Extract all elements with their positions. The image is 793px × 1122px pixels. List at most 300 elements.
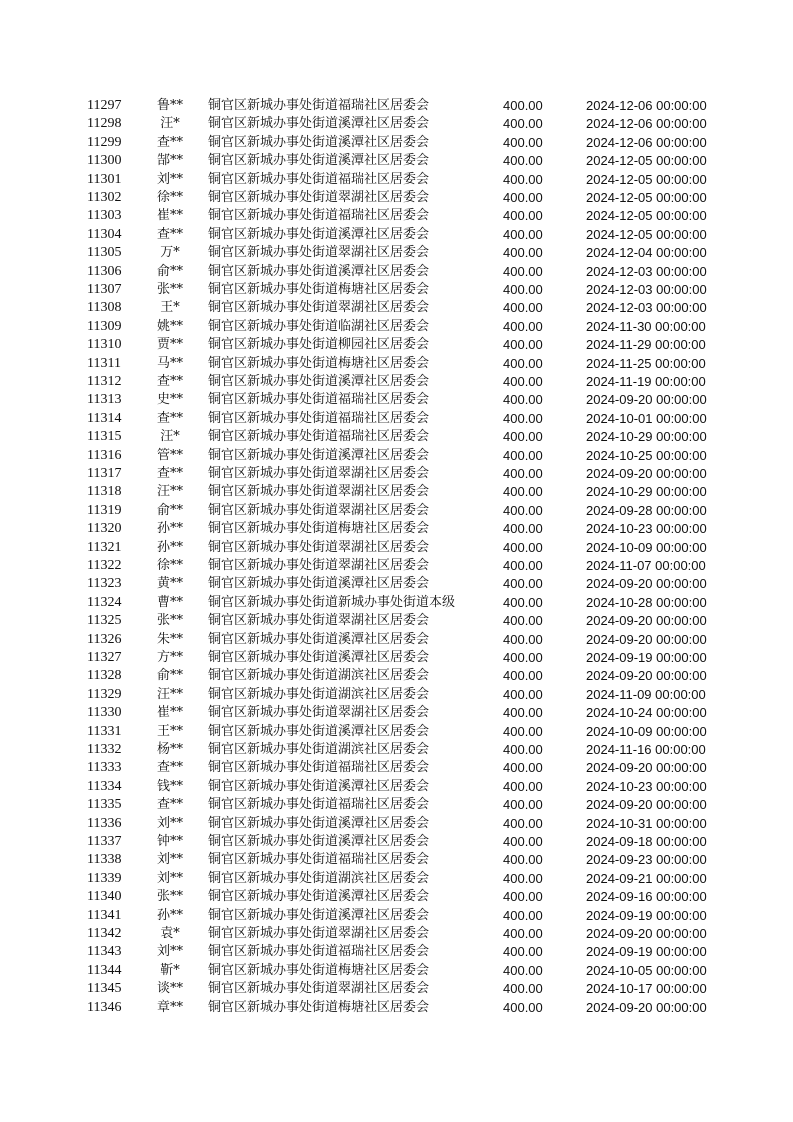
table-row — [0, 557, 793, 575]
table-row — [0, 299, 793, 317]
date-cell: 2024-09-21 00:00:00 — [586, 870, 707, 886]
record-id-cell: 11314 — [87, 410, 122, 426]
organization-cell: 铜官区新城办事处街道翠湖社区居委会 — [208, 466, 430, 481]
recipient-name-cell: 徐** — [156, 190, 183, 205]
date-cell: 2024-10-23 00:00:00 — [586, 778, 707, 794]
organization-cell: 铜官区新城办事处街道溪潭社区居委会 — [208, 815, 430, 831]
organization-cell: 铜官区新城办事处街道翠湖社区居委会 — [208, 558, 430, 573]
date-cell: 2024-12-06 00:00:00 — [586, 116, 707, 132]
recipient-name-cell: 钱** — [156, 778, 183, 794]
date-cell: 2024-09-16 00:00:00 — [586, 889, 707, 905]
amount-cell: 400.00 — [503, 318, 543, 334]
table-row — [0, 870, 793, 888]
amount-cell: 400.00 — [503, 723, 543, 739]
recipient-name-cell: 俞** — [156, 502, 183, 518]
recipient-name-cell: 史** — [156, 392, 183, 408]
recipient-name-cell: 王* — [160, 300, 180, 316]
table-row — [0, 483, 793, 501]
table-row — [0, 226, 793, 244]
date-cell: 2024-09-20 00:00:00 — [586, 392, 707, 408]
recipient-name-cell: 靳* — [160, 962, 180, 978]
table-row — [0, 631, 793, 649]
record-id-cell: 11346 — [87, 999, 122, 1015]
table-row — [0, 649, 793, 667]
date-cell: 2024-12-03 00:00:00 — [586, 263, 707, 279]
record-id-cell: 11326 — [87, 631, 122, 647]
organization-cell: 铜官区新城办事处街道溪潭社区居委会 — [208, 447, 430, 463]
date-cell: 2024-10-28 00:00:00 — [586, 594, 707, 610]
table-row — [0, 355, 793, 373]
table-row — [0, 171, 793, 189]
table-row — [0, 943, 793, 961]
recipient-name-cell: 崔** — [156, 208, 183, 224]
amount-cell: 400.00 — [503, 502, 543, 518]
organization-cell: 铜官区新城办事处街道福瑞社区居委会 — [208, 760, 430, 776]
recipient-name-cell: 万* — [160, 245, 180, 261]
table-row — [0, 373, 793, 391]
recipient-name-cell: 查** — [156, 134, 183, 150]
amount-cell: 400.00 — [503, 282, 543, 297]
organization-cell: 铜官区新城办事处街道临湖社区居委会 — [208, 318, 430, 334]
record-id-cell: 11325 — [87, 613, 122, 629]
recipient-name-cell: 孙** — [156, 539, 183, 555]
record-id-cell: 11303 — [87, 208, 122, 224]
amount-cell: 400.00 — [503, 668, 543, 684]
record-id-cell: 11327 — [87, 650, 122, 665]
organization-cell: 铜官区新城办事处街道湖滨社区居委会 — [208, 686, 430, 702]
recipient-name-cell: 查** — [156, 410, 183, 426]
amount-cell: 400.00 — [503, 815, 543, 831]
organization-cell: 铜官区新城办事处街道翠湖社区居委会 — [208, 300, 430, 316]
date-cell: 2024-09-20 00:00:00 — [586, 760, 707, 776]
organization-cell: 铜官区新城办事处街道翠湖社区居委会 — [208, 705, 430, 721]
amount-cell: 400.00 — [503, 429, 543, 445]
amount-cell: 400.00 — [503, 650, 543, 665]
organization-cell: 铜官区新城办事处街道溪潭社区居委会 — [208, 576, 430, 592]
date-cell: 2024-11-25 00:00:00 — [586, 355, 706, 371]
table-row — [0, 575, 793, 593]
recipient-name-cell: 孙** — [156, 521, 183, 537]
amount-cell: 400.00 — [503, 392, 543, 408]
amount-cell: 400.00 — [503, 631, 543, 647]
record-id-cell: 11328 — [87, 668, 122, 684]
organization-cell: 铜官区新城办事处街道溪潭社区居委会 — [208, 907, 430, 923]
record-id-cell: 11340 — [87, 889, 122, 905]
date-cell: 2024-09-19 00:00:00 — [586, 907, 707, 923]
date-cell: 2024-12-04 00:00:00 — [586, 245, 707, 261]
organization-cell: 铜官区新城办事处街道福瑞社区居委会 — [208, 171, 430, 187]
amount-cell: 400.00 — [503, 576, 543, 592]
recipient-name-cell: 杨** — [156, 742, 183, 757]
date-cell: 2024-11-09 00:00:00 — [586, 686, 706, 702]
table-row — [0, 410, 793, 428]
record-id-cell: 11309 — [87, 318, 122, 334]
table-row — [0, 815, 793, 833]
amount-cell: 400.00 — [503, 134, 543, 150]
date-cell: 2024-09-20 00:00:00 — [586, 797, 707, 813]
record-id-cell: 11321 — [87, 539, 122, 555]
organization-cell: 铜官区新城办事处街道福瑞社区居委会 — [208, 797, 430, 813]
record-id-cell: 11331 — [87, 723, 122, 739]
record-id-cell: 11336 — [87, 815, 122, 831]
amount-cell: 400.00 — [503, 962, 543, 978]
date-cell: 2024-12-05 00:00:00 — [586, 190, 707, 205]
table-row — [0, 115, 793, 133]
date-cell: 2024-10-23 00:00:00 — [586, 521, 707, 537]
amount-cell: 400.00 — [503, 300, 543, 316]
table-row — [0, 704, 793, 722]
record-id-cell: 11324 — [87, 594, 122, 610]
date-cell: 2024-12-06 00:00:00 — [586, 134, 707, 150]
table-row — [0, 980, 793, 998]
amount-cell: 400.00 — [503, 870, 543, 886]
recipient-name-cell: 姚** — [156, 318, 183, 334]
record-id-cell: 11306 — [87, 263, 122, 279]
date-cell: 2024-11-30 00:00:00 — [586, 318, 706, 334]
organization-cell: 铜官区新城办事处街道翠湖社区居委会 — [208, 926, 430, 941]
date-cell: 2024-09-20 00:00:00 — [586, 999, 707, 1015]
organization-cell: 铜官区新城办事处街道溪潭社区居委会 — [208, 134, 430, 150]
amount-cell: 400.00 — [503, 981, 543, 997]
amount-cell: 400.00 — [503, 889, 543, 905]
record-id-cell: 11322 — [87, 558, 122, 573]
recipient-name-cell: 章** — [156, 999, 183, 1015]
date-cell: 2024-10-24 00:00:00 — [586, 705, 707, 721]
recipient-name-cell: 黄** — [156, 576, 183, 592]
table-row — [0, 207, 793, 225]
organization-cell: 铜官区新城办事处街道福瑞社区居委会 — [208, 392, 430, 408]
date-cell: 2024-11-29 00:00:00 — [586, 337, 706, 353]
record-id-cell: 11312 — [87, 374, 122, 389]
table-row — [0, 723, 793, 741]
record-id-cell: 11342 — [87, 926, 122, 941]
record-id-cell: 11337 — [87, 834, 122, 849]
amount-cell: 400.00 — [503, 153, 543, 169]
record-id-cell: 11333 — [87, 760, 122, 776]
date-cell: 2024-12-03 00:00:00 — [586, 282, 707, 297]
amount-cell: 400.00 — [503, 484, 543, 500]
table-row — [0, 189, 793, 207]
table-row — [0, 796, 793, 814]
date-cell: 2024-10-25 00:00:00 — [586, 447, 707, 463]
organization-cell: 铜官区新城办事处街道柳园社区居委会 — [208, 337, 430, 353]
recipient-name-cell: 崔** — [156, 705, 183, 721]
table-row — [0, 686, 793, 704]
recipient-name-cell: 张** — [156, 889, 183, 905]
amount-cell: 400.00 — [503, 834, 543, 849]
date-cell: 2024-09-20 00:00:00 — [586, 576, 707, 592]
date-cell: 2024-09-20 00:00:00 — [586, 631, 707, 647]
table-row — [0, 465, 793, 483]
amount-cell: 400.00 — [503, 558, 543, 573]
date-cell: 2024-09-20 00:00:00 — [586, 466, 707, 481]
organization-cell: 铜官区新城办事处街道翠湖社区居委会 — [208, 484, 430, 500]
organization-cell: 铜官区新城办事处街道溪潭社区居委会 — [208, 650, 430, 665]
table-row — [0, 318, 793, 336]
recipient-name-cell: 朱** — [156, 631, 183, 647]
organization-cell: 铜官区新城办事处街道溪潭社区居委会 — [208, 116, 430, 132]
date-cell: 2024-09-19 00:00:00 — [586, 650, 707, 665]
record-id-cell: 11341 — [87, 907, 122, 923]
organization-cell: 铜官区新城办事处街道溪潭社区居委会 — [208, 631, 430, 647]
record-id-cell: 11308 — [87, 300, 122, 316]
date-cell: 2024-11-16 00:00:00 — [586, 742, 706, 757]
amount-cell: 400.00 — [503, 116, 543, 132]
organization-cell: 铜官区新城办事处街道翠湖社区居委会 — [208, 613, 430, 629]
record-id-cell: 11332 — [87, 742, 122, 757]
organization-cell: 铜官区新城办事处街道福瑞社区居委会 — [208, 410, 430, 426]
amount-cell: 400.00 — [503, 705, 543, 721]
organization-cell: 铜官区新城办事处街道溪潭社区居委会 — [208, 778, 430, 794]
organization-cell: 铜官区新城办事处街道福瑞社区居委会 — [208, 852, 430, 868]
date-cell: 2024-12-05 00:00:00 — [586, 226, 707, 242]
amount-cell: 400.00 — [503, 778, 543, 794]
amount-cell: 400.00 — [503, 190, 543, 205]
organization-cell: 铜官区新城办事处街道溪潭社区居委会 — [208, 263, 430, 279]
table-row — [0, 612, 793, 630]
date-cell: 2024-12-05 00:00:00 — [586, 208, 707, 224]
recipient-name-cell: 汪** — [156, 484, 183, 500]
record-id-cell: 11301 — [87, 171, 122, 187]
date-cell: 2024-11-07 00:00:00 — [586, 558, 706, 573]
recipient-name-cell: 刘** — [156, 852, 183, 868]
recipient-name-cell: 管** — [156, 447, 183, 463]
amount-cell: 400.00 — [503, 926, 543, 941]
amount-cell: 400.00 — [503, 355, 543, 371]
table-row — [0, 428, 793, 446]
recipient-name-cell: 刘** — [156, 944, 183, 960]
date-cell: 2024-10-31 00:00:00 — [586, 815, 707, 831]
date-cell: 2024-10-01 00:00:00 — [586, 410, 707, 426]
record-id-cell: 11299 — [87, 134, 122, 150]
recipient-name-cell: 查** — [156, 374, 183, 389]
table-row — [0, 281, 793, 299]
table-row — [0, 759, 793, 777]
recipient-name-cell: 郜** — [156, 153, 183, 169]
record-id-cell: 11334 — [87, 778, 122, 794]
record-id-cell: 11313 — [87, 392, 122, 408]
organization-cell: 铜官区新城办事处街道梅塘社区居委会 — [208, 521, 430, 537]
amount-cell: 400.00 — [503, 171, 543, 187]
table-row — [0, 244, 793, 262]
recipient-name-cell: 王** — [156, 723, 183, 739]
table-row — [0, 447, 793, 465]
table-row — [0, 97, 793, 115]
date-cell: 2024-12-05 00:00:00 — [586, 153, 707, 169]
organization-cell: 铜官区新城办事处街道翠湖社区居委会 — [208, 981, 430, 997]
date-cell: 2024-10-09 00:00:00 — [586, 539, 707, 555]
amount-cell: 400.00 — [503, 245, 543, 261]
organization-cell: 铜官区新城办事处街道梅塘社区居委会 — [208, 962, 430, 978]
date-cell: 2024-10-05 00:00:00 — [586, 962, 707, 978]
date-cell: 2024-09-19 00:00:00 — [586, 944, 707, 960]
record-id-cell: 11307 — [87, 282, 122, 297]
amount-cell: 400.00 — [503, 852, 543, 868]
record-id-cell: 11319 — [87, 502, 122, 518]
organization-cell: 铜官区新城办事处街道湖滨社区居委会 — [208, 742, 430, 757]
record-id-cell: 11338 — [87, 852, 122, 868]
organization-cell: 铜官区新城办事处街道溪潭社区居委会 — [208, 374, 430, 389]
amount-cell: 400.00 — [503, 999, 543, 1015]
table-row — [0, 134, 793, 152]
recipient-name-cell: 袁* — [160, 926, 180, 941]
record-id-cell: 11305 — [87, 245, 122, 261]
organization-cell: 铜官区新城办事处街道翠湖社区居委会 — [208, 245, 430, 261]
amount-cell: 400.00 — [503, 466, 543, 481]
recipient-name-cell: 方** — [156, 650, 183, 665]
amount-cell: 400.00 — [503, 337, 543, 353]
table-row — [0, 391, 793, 409]
recipient-name-cell: 俞** — [156, 668, 183, 684]
table-row — [0, 594, 793, 612]
date-cell: 2024-12-03 00:00:00 — [586, 300, 707, 316]
date-cell: 2024-11-19 00:00:00 — [586, 374, 706, 389]
recipient-name-cell: 曹** — [156, 594, 183, 610]
amount-cell: 400.00 — [503, 521, 543, 537]
recipient-name-cell: 查** — [156, 760, 183, 776]
date-cell: 2024-10-09 00:00:00 — [586, 723, 707, 739]
record-id-cell: 11320 — [87, 521, 122, 537]
recipient-name-cell: 查** — [156, 226, 183, 242]
record-id-cell: 11310 — [87, 337, 122, 353]
table-row — [0, 833, 793, 851]
date-cell: 2024-09-28 00:00:00 — [586, 502, 707, 518]
record-id-cell: 11298 — [87, 116, 122, 132]
date-cell: 2024-09-20 00:00:00 — [586, 926, 707, 941]
amount-cell: 400.00 — [503, 208, 543, 224]
organization-cell: 铜官区新城办事处街道福瑞社区居委会 — [208, 98, 430, 113]
recipient-name-cell: 徐** — [156, 558, 183, 573]
table-row — [0, 925, 793, 943]
organization-cell: 铜官区新城办事处街道溪潭社区居委会 — [208, 153, 430, 169]
organization-cell: 铜官区新城办事处街道溪潭社区居委会 — [208, 226, 430, 242]
date-cell: 2024-10-29 00:00:00 — [586, 484, 707, 500]
recipient-name-cell: 刘** — [156, 171, 183, 187]
table-row — [0, 336, 793, 354]
table-row — [0, 667, 793, 685]
table-row — [0, 520, 793, 538]
amount-cell: 400.00 — [503, 686, 543, 702]
recipient-name-cell: 贾** — [156, 337, 183, 353]
table-row — [0, 778, 793, 796]
date-cell: 2024-09-18 00:00:00 — [586, 834, 707, 849]
amount-cell: 400.00 — [503, 263, 543, 279]
record-id-cell: 11323 — [87, 576, 122, 592]
date-cell: 2024-12-06 00:00:00 — [586, 98, 707, 113]
amount-cell: 400.00 — [503, 613, 543, 629]
table-row — [0, 907, 793, 925]
date-cell: 2024-12-05 00:00:00 — [586, 171, 707, 187]
date-cell: 2024-09-20 00:00:00 — [586, 613, 707, 629]
recipient-name-cell: 刘** — [156, 870, 183, 886]
organization-cell: 铜官区新城办事处街道福瑞社区居委会 — [208, 944, 430, 960]
organization-cell: 铜官区新城办事处街道梅塘社区居委会 — [208, 355, 430, 371]
organization-cell: 铜官区新城办事处街道溪潭社区居委会 — [208, 723, 430, 739]
record-id-cell: 11316 — [87, 447, 122, 463]
record-id-cell: 11318 — [87, 484, 122, 500]
date-cell: 2024-09-23 00:00:00 — [586, 852, 707, 868]
record-id-cell: 11302 — [87, 190, 122, 205]
date-cell: 2024-10-17 00:00:00 — [586, 981, 707, 997]
organization-cell: 铜官区新城办事处街道湖滨社区居委会 — [208, 870, 430, 886]
table-row — [0, 539, 793, 557]
organization-cell: 铜官区新城办事处街道溪潭社区居委会 — [208, 834, 430, 849]
date-cell: 2024-10-29 00:00:00 — [586, 429, 707, 445]
table-row — [0, 999, 793, 1017]
amount-cell: 400.00 — [503, 907, 543, 923]
recipient-name-cell: 张** — [156, 282, 183, 297]
amount-cell: 400.00 — [503, 447, 543, 463]
amount-cell: 400.00 — [503, 742, 543, 757]
recipient-name-cell: 查** — [156, 466, 183, 481]
organization-cell: 铜官区新城办事处街道梅塘社区居委会 — [208, 282, 430, 297]
table-row — [0, 888, 793, 906]
recipient-name-cell: 汪** — [156, 686, 183, 702]
record-id-cell: 11317 — [87, 466, 122, 481]
organization-cell: 铜官区新城办事处街道福瑞社区居委会 — [208, 429, 430, 445]
record-id-cell: 11300 — [87, 153, 122, 169]
recipient-name-cell: 俞** — [156, 263, 183, 279]
record-id-cell: 11315 — [87, 429, 122, 445]
record-id-cell: 11297 — [87, 98, 122, 113]
amount-cell: 400.00 — [503, 226, 543, 242]
amount-cell: 400.00 — [503, 98, 543, 113]
organization-cell: 铜官区新城办事处街道湖滨社区居委会 — [208, 668, 430, 684]
organization-cell: 铜官区新城办事处街道梅塘社区居委会 — [208, 999, 430, 1015]
recipient-name-cell: 谈** — [156, 981, 183, 997]
amount-cell: 400.00 — [503, 760, 543, 776]
recipient-name-cell: 汪* — [160, 116, 180, 132]
recipient-name-cell: 孙** — [156, 907, 183, 923]
amount-cell: 400.00 — [503, 594, 543, 610]
organization-cell: 铜官区新城办事处街道翠湖社区居委会 — [208, 539, 430, 555]
record-id-cell: 11345 — [87, 981, 122, 997]
organization-cell: 铜官区新城办事处街道新城办事处街道本级 — [208, 594, 456, 610]
record-id-cell: 11343 — [87, 944, 122, 960]
recipient-name-cell: 鲁** — [156, 98, 183, 113]
record-id-cell: 11335 — [87, 797, 122, 813]
recipient-name-cell: 查** — [156, 797, 183, 813]
organization-cell: 铜官区新城办事处街道福瑞社区居委会 — [208, 208, 430, 224]
record-id-cell: 11304 — [87, 226, 122, 242]
recipient-name-cell: 钟** — [156, 834, 183, 849]
table-row — [0, 741, 793, 759]
table-row — [0, 502, 793, 520]
record-id-cell: 11344 — [87, 962, 122, 978]
amount-cell: 400.00 — [503, 797, 543, 813]
organization-cell: 铜官区新城办事处街道翠湖社区居委会 — [208, 190, 430, 205]
recipient-name-cell: 马** — [156, 355, 183, 371]
record-id-cell: 11339 — [87, 870, 122, 886]
table-row — [0, 152, 793, 170]
date-cell: 2024-09-20 00:00:00 — [586, 668, 707, 684]
recipient-name-cell: 刘** — [156, 815, 183, 831]
amount-cell: 400.00 — [503, 374, 543, 389]
amount-cell: 400.00 — [503, 944, 543, 960]
organization-cell: 铜官区新城办事处街道溪潭社区居委会 — [208, 889, 430, 905]
amount-cell: 400.00 — [503, 410, 543, 426]
table-row — [0, 962, 793, 980]
amount-cell: 400.00 — [503, 539, 543, 555]
record-id-cell: 11329 — [87, 686, 122, 702]
organization-cell: 铜官区新城办事处街道翠湖社区居委会 — [208, 502, 430, 518]
recipient-name-cell: 汪* — [160, 429, 180, 445]
record-id-cell: 11311 — [87, 355, 121, 371]
record-id-cell: 11330 — [87, 705, 122, 721]
table-row — [0, 851, 793, 869]
recipient-name-cell: 张** — [156, 613, 183, 629]
table-row — [0, 263, 793, 281]
